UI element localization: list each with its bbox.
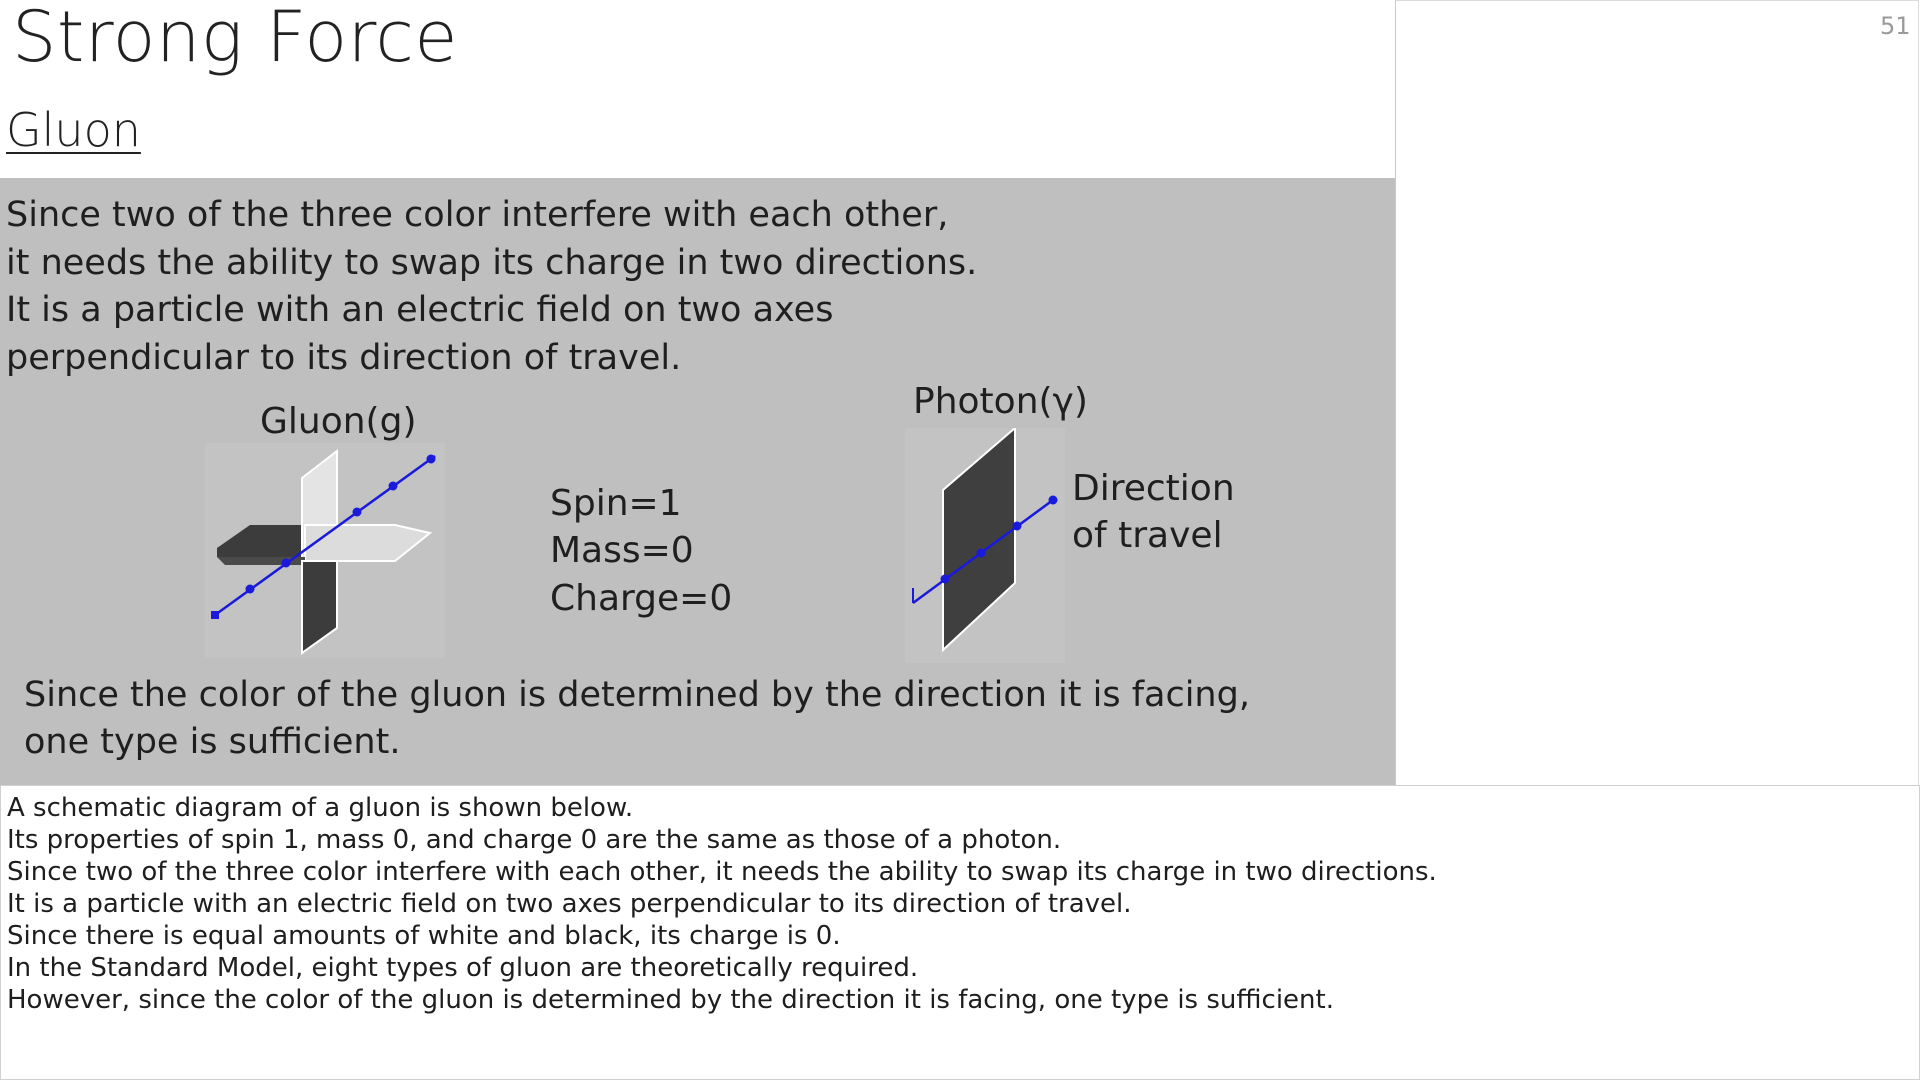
notes-line: In the Standard Model, eight types of gluon are theoretically required. [7, 953, 919, 983]
notes-line: It is a particle with an electric field on two axes perpendicular to its direction of travel. [7, 889, 1132, 919]
content-panel [0, 178, 1395, 785]
property-mass: Mass=0 [550, 530, 694, 571]
axis-point [353, 508, 362, 517]
axis-point [427, 455, 436, 464]
notes-line: Since two of the three color interfere with each other, it needs the ability to swap its charge in two directions. [7, 857, 1437, 887]
intro-line: it needs the ability to swap its charge in two directions. [6, 243, 978, 283]
notes-line: Its properties of spin 1, mass 0, and charge 0 are the same as those of a photon. [7, 825, 1062, 855]
notes-line: Since there is equal amounts of white and black, its charge is 0. [7, 921, 841, 951]
intro-line: Since two of the three color interfere with each other, [6, 195, 949, 235]
notes-line: However, since the color of the gluon is determined by the direction it is facing, one type is sufficient. [7, 985, 1334, 1015]
axis-point [1013, 522, 1022, 531]
photon-label: Photon(γ) [913, 381, 1088, 422]
axis-point [1049, 496, 1058, 505]
slide-title: Strong Force [12, 0, 458, 78]
slide-number: 51 [1880, 12, 1911, 40]
intro-line: It is a particle with an electric field on two axes [6, 290, 834, 330]
property-spin: Spin=1 [550, 483, 682, 524]
axis-point [977, 549, 986, 558]
axis-point [282, 559, 291, 568]
axis-point [246, 585, 255, 594]
speaker-notes[interactable] [0, 785, 1920, 1080]
axis-point [211, 611, 219, 619]
direction-label-line1: Direction [1072, 468, 1235, 509]
conclusion-line: one type is sufficient. [24, 722, 401, 762]
property-charge: Charge=0 [550, 578, 733, 619]
direction-label-line2: of travel [1072, 515, 1223, 556]
intro-line: perpendicular to its direction of travel. [6, 338, 682, 378]
right-blank-pane [1395, 0, 1919, 785]
axis-point [941, 575, 950, 584]
axis-point [389, 482, 398, 491]
slide-subtitle: Gluon [6, 103, 141, 157]
photon-diagram [905, 428, 1065, 663]
gluon-label: Gluon(g) [260, 401, 417, 442]
notes-line: A schematic diagram of a gluon is shown below. [7, 793, 634, 823]
conclusion-line: Since the color of the gluon is determined by the direction it is facing, [24, 675, 1250, 715]
gluon-diagram [205, 443, 445, 658]
